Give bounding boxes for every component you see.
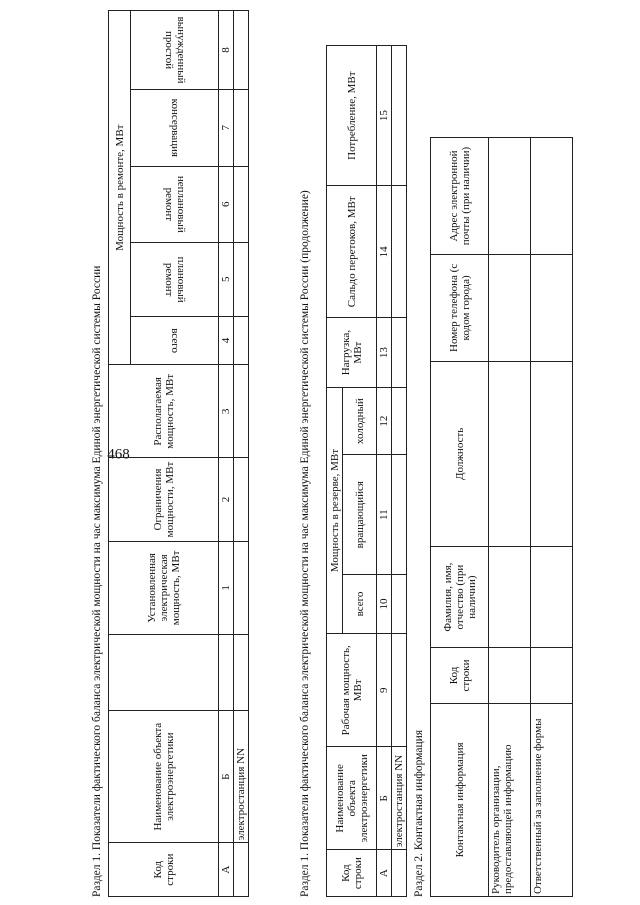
header-repair-unplanned: неплановый ремонт xyxy=(162,175,187,233)
col-number: А xyxy=(377,850,392,897)
header-email: Адрес электронной почты (при наличии) xyxy=(431,138,489,255)
col-number: Б xyxy=(377,747,392,850)
col-number: 8 xyxy=(219,11,234,90)
header-installed: Установленная электрическая мощность, МВт xyxy=(109,541,219,634)
table-row xyxy=(234,11,249,897)
header-working: Рабочая мощность, МВт xyxy=(327,634,377,747)
header-limits: Ограничения мощности, МВт xyxy=(109,458,219,542)
col-number: 1 xyxy=(219,541,234,634)
contact-row-label: Руководитель организации, предоставляющей информацию xyxy=(489,703,531,896)
header-empty xyxy=(109,634,219,710)
row-name: электростанция NN xyxy=(234,710,249,842)
header-flows: Сальдо перетоков, МВт xyxy=(327,186,377,318)
section1b-number-row xyxy=(377,46,392,897)
col-number: 15 xyxy=(377,46,392,186)
col-number: 7 xyxy=(219,89,234,166)
col-number: 5 xyxy=(219,242,234,316)
col-number: 11 xyxy=(377,455,392,574)
section2-title: Раздел 2. Контактная информация xyxy=(413,729,425,897)
page-number: 468 xyxy=(107,446,130,463)
section1-title: Раздел 1. Показатели фактического баланса электрической мощности на час максимума Единой энергетической системы России xyxy=(91,265,103,897)
col-number: А xyxy=(219,843,234,897)
header-code: Код строки xyxy=(327,850,377,897)
header-available: Располагаемая мощность, МВт xyxy=(109,365,219,458)
header-repair-total: всего xyxy=(168,328,181,353)
header-contact: Контактная информация xyxy=(431,703,489,896)
col-number: 4 xyxy=(219,316,234,365)
header-position: Должность xyxy=(431,361,489,546)
header-load: Нагрузка, МВт xyxy=(327,318,377,388)
table-row xyxy=(489,138,531,897)
header-consumption: Потребление, МВт xyxy=(327,46,377,186)
col-number: 13 xyxy=(377,318,392,388)
col-number: 3 xyxy=(219,365,234,458)
header-code: Код строки xyxy=(109,843,219,897)
row-name: электростанция NN xyxy=(392,747,407,850)
col-number: 2 xyxy=(219,458,234,542)
header-fio: Фамилия, имя, отчество (при наличии) xyxy=(431,547,489,648)
section1b-table xyxy=(326,45,407,897)
header-repair-forced: вынужденный простой xyxy=(162,16,187,84)
col-number: 14 xyxy=(377,186,392,318)
header-reserve: Мощность в резерве, МВт xyxy=(327,387,343,633)
header-reserve-spinning: вращающийся xyxy=(343,455,377,574)
header-reserve-total: всего xyxy=(343,574,377,633)
section2-table xyxy=(430,137,573,897)
col-number xyxy=(219,634,234,710)
header-phone: Номер телефона (с кодом города) xyxy=(431,255,489,362)
col-number: 12 xyxy=(377,387,392,455)
col-number: Б xyxy=(219,710,234,842)
section1-table xyxy=(108,10,249,897)
section1b-title: Раздел 1. Показатели фактического баланса электрической мощности на час максимума Единой энергетической системы России (продолжение) xyxy=(299,190,311,897)
col-number: 9 xyxy=(377,634,392,747)
col-number: 6 xyxy=(219,166,234,242)
header-name: Наименование объекта электроэнергетики xyxy=(109,710,219,842)
header-name: Наименование объекта электроэнергетики xyxy=(327,747,377,850)
contact-row-label: Ответственный за заполнение формы xyxy=(531,703,573,896)
table-row xyxy=(531,138,573,897)
header-repair-conservation: консервация xyxy=(168,98,181,157)
header-reserve-cold: холодный xyxy=(343,387,377,455)
header-code: Код строки xyxy=(431,648,489,704)
header-repair-planned: плановый ремонт xyxy=(162,256,187,303)
section1-number-row xyxy=(219,11,234,897)
col-number: 10 xyxy=(377,574,392,633)
table-row xyxy=(392,46,407,897)
header-repair: Мощность в ремонте, МВт xyxy=(109,11,131,365)
